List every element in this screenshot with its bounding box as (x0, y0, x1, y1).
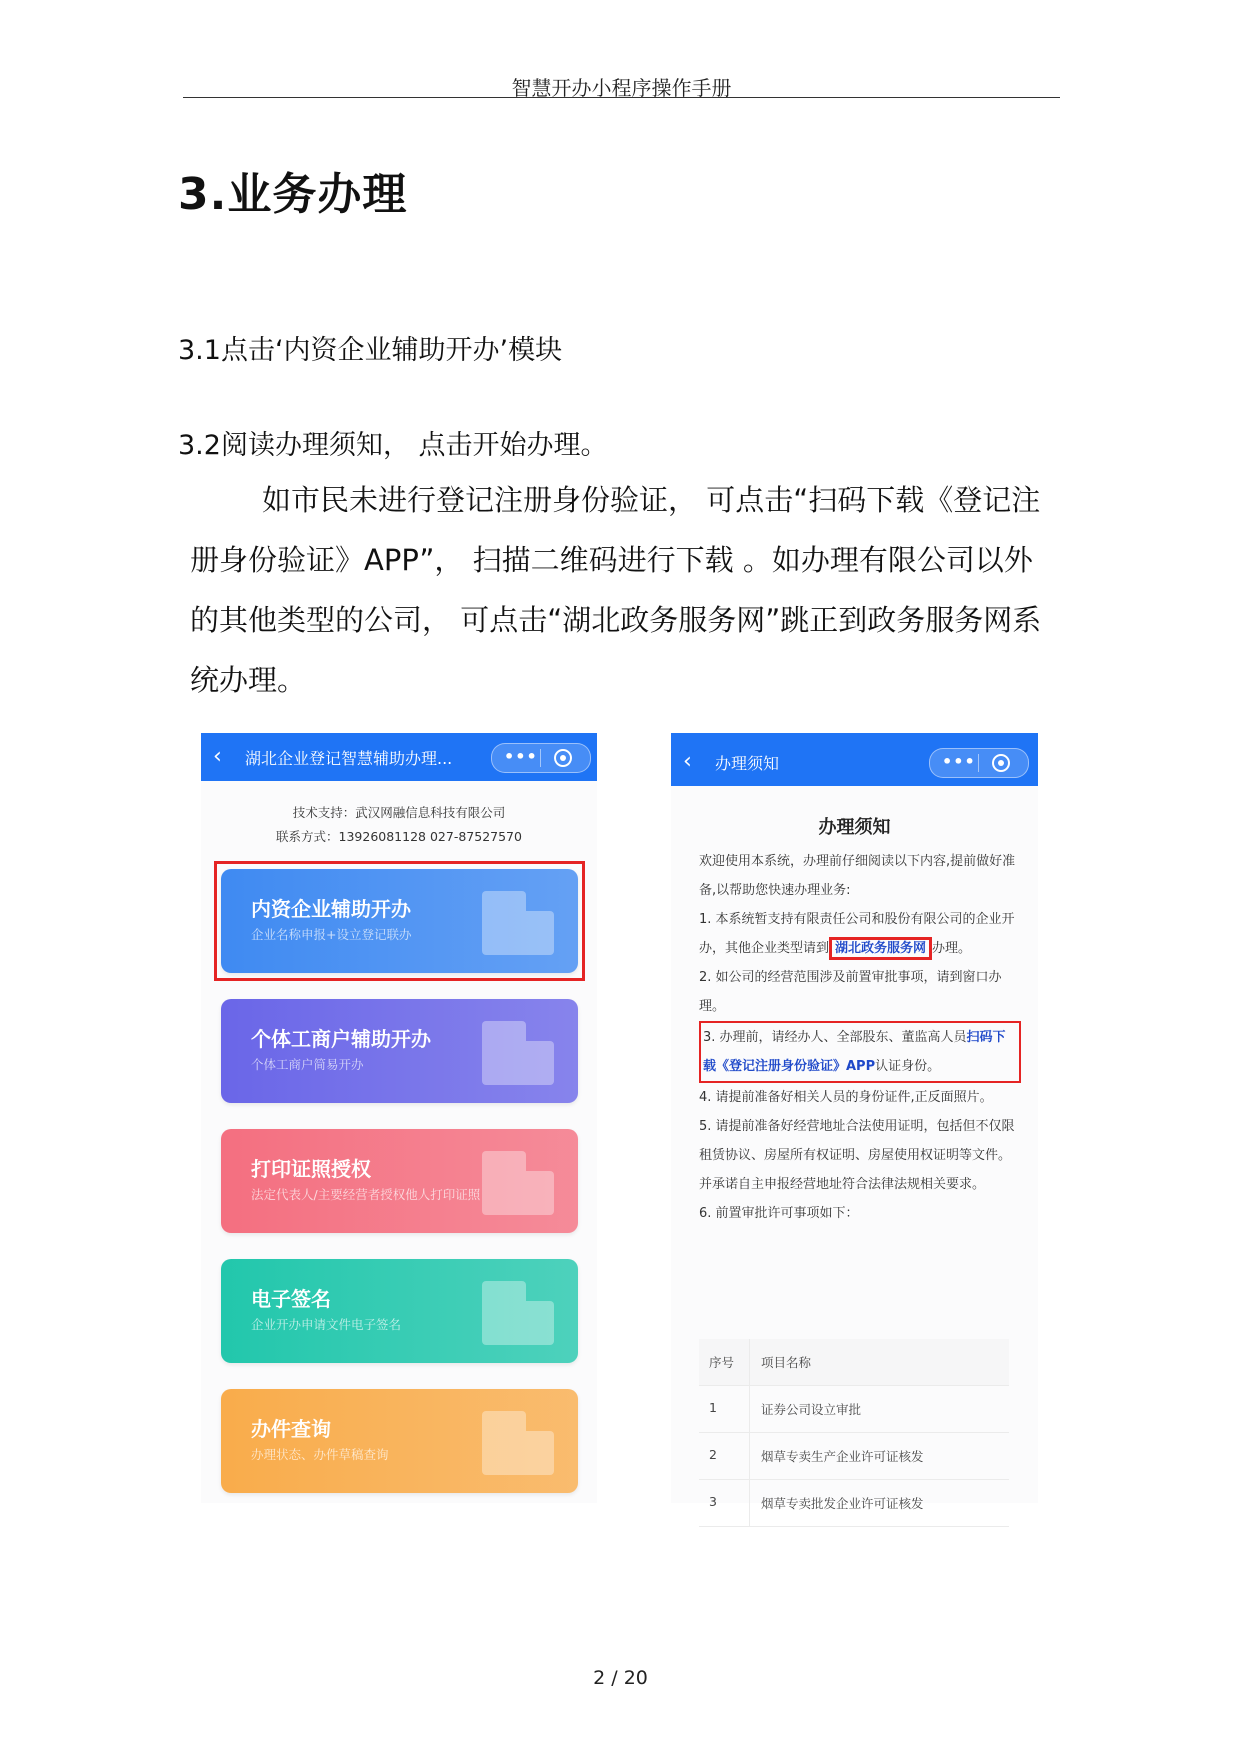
scan-download-link[interactable]: 扫码下载《登记注册身份验证》APP (703, 1030, 1006, 1074)
approval-table (699, 1339, 1009, 1527)
domestic-enterprise-card[interactable] (221, 869, 578, 973)
nav-title: 湖北企业登记智慧辅助办理... (245, 749, 453, 768)
case-query-card[interactable] (221, 1389, 578, 1493)
individual-business-card[interactable] (221, 999, 578, 1103)
page-header-title: 智慧开办小程序操作手册 (511, 76, 732, 100)
e-signature-card[interactable] (221, 1259, 578, 1363)
more-icon[interactable]: ••• (504, 747, 538, 766)
notice-body (699, 847, 1021, 1228)
column-header-index: 序号 (709, 1355, 735, 1370)
nav-bar (671, 738, 1038, 786)
card-subtitle: 法定代表人/主要经营者授权他人打印证照 (251, 1187, 481, 1202)
card-title: 内资企业辅助开办 (251, 897, 411, 921)
shop-icon (474, 1013, 560, 1089)
folder-icon (474, 1403, 560, 1479)
phone-screenshot-home (201, 733, 597, 1503)
notice-item-1: 1. 本系统暂支持有限责任公司和股份有限公司的企业开办，其他企业类型请到 湖北政务服务网 办理。 (699, 905, 1021, 963)
card-title: 打印证照授权 (251, 1157, 371, 1181)
building-icon (474, 883, 560, 959)
header-rule (183, 97, 1060, 98)
page-number: 2 / 20 (593, 1667, 648, 1689)
back-icon[interactable]: ‹ (213, 744, 222, 769)
phone-screenshot-notice (671, 733, 1038, 1511)
close-target-icon[interactable] (992, 754, 1010, 772)
table-row: 2 烟草专卖生产企业许可证核发 (699, 1433, 1009, 1480)
more-icon[interactable]: ••• (942, 752, 976, 771)
card-subtitle: 个体工商户简易开办 (251, 1057, 364, 1072)
notice-item-5: 5. 请提前准备好经营地址合法使用证明，包括但不仅限租赁协议、房屋所有权证明、房屋使用权证明等文件。并承诺自主申报经营地址符合法律法规相关要求。 (699, 1119, 1015, 1192)
card-subtitle: 企业名称申报+设立登记联办 (251, 927, 412, 942)
section-heading: 3.业务办理 (178, 169, 408, 220)
card-title: 电子签名 (251, 1287, 331, 1311)
table-row: 1 证券公司设立审批 (699, 1386, 1009, 1433)
nav-title: 办理须知 (715, 754, 780, 773)
step-3-1: 3.1点击‘内资企业辅助开办’模块 (178, 335, 563, 366)
notice-item-4: 4. 请提前准备好相关人员的身份证件,正反面照片。 (699, 1090, 993, 1105)
capsule-divider (540, 749, 541, 767)
notice-item-6: 6. 前置审批许可事项如下： (699, 1206, 859, 1221)
signature-icon (474, 1273, 560, 1349)
card-title: 个体工商户辅助开办 (251, 1027, 431, 1051)
hubei-gov-link[interactable]: 湖北政务服务网 (829, 937, 932, 960)
miniprogram-capsule[interactable] (929, 748, 1029, 778)
notice-item-2: 2. 如公司的经营范围涉及前置审批事项，请到窗口办理。 (699, 970, 1002, 1014)
table-header-row (699, 1339, 1009, 1386)
card-title: 办件查询 (251, 1417, 331, 1441)
printer-icon (474, 1143, 560, 1219)
card-subtitle: 企业开办申请文件电子签名 (251, 1317, 402, 1332)
card-subtitle: 办理状态、办件草稿查询 (251, 1447, 389, 1462)
print-license-card[interactable] (221, 1129, 578, 1233)
capsule-divider (978, 754, 979, 772)
column-header-name: 项目名称 (761, 1355, 812, 1370)
back-icon[interactable]: ‹ (683, 749, 692, 774)
table-row: 3 烟草专卖批发企业许可证核发 (699, 1480, 1009, 1527)
close-target-icon[interactable] (554, 749, 572, 767)
notice-item-3: 3. 办理前，请经办人、全部股东、董监高人员扫码下载《登记注册身份验证》APP认证身份。 (699, 1021, 1021, 1083)
step-3-2: 3.2阅读办理须知， 点击开始办理。 (178, 430, 608, 461)
notice-title: 办理须知 (818, 817, 891, 838)
contact-text: 联系方式：13926081128 027-87527570 (276, 829, 522, 844)
nav-bar (201, 733, 597, 781)
tech-support-text: 技术支持：武汉网融信息科技有限公司 (292, 805, 506, 820)
notice-intro: 欢迎使用本系统，办理前仔细阅读以下内容,提前做好准备,以帮助您快速办理业务: (699, 854, 1016, 898)
miniprogram-capsule[interactable] (491, 743, 591, 773)
instruction-paragraph: 如市民未进行登记注册身份验证， 可点击“扫码下载《登记注册身份验证》APP”， 扫描二维码进行下载 。如办理有限公司以外的其他类型的公司， 可点击“湖北政务服务网”跳正到政务服务网系统办理。 (190, 483, 1042, 697)
